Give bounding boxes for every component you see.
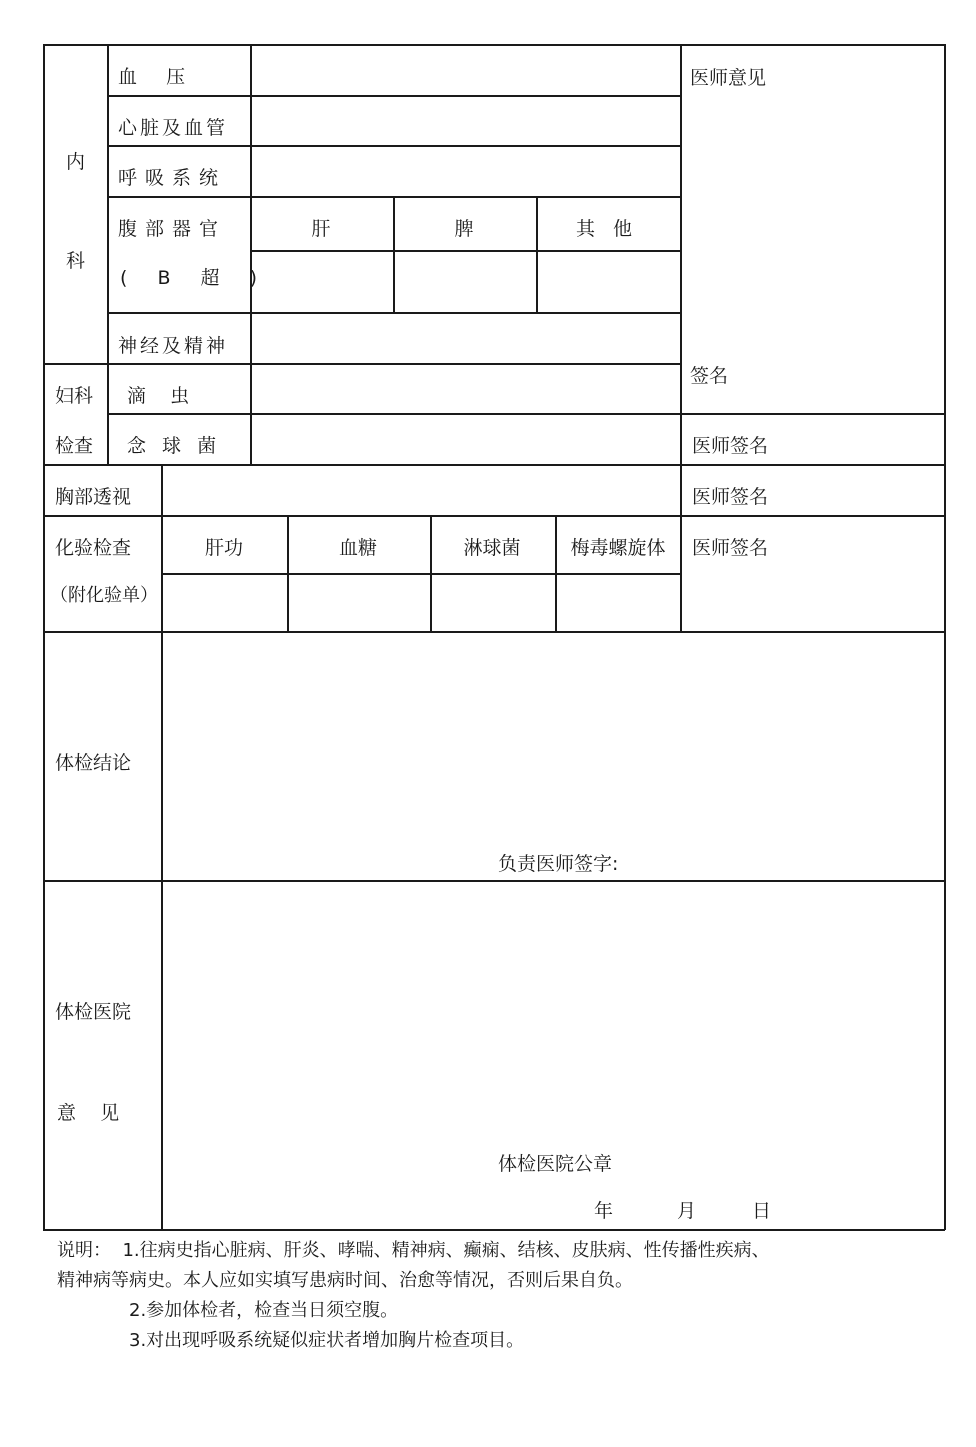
conclusion-label: 体检结论: [55, 752, 132, 774]
doctor-signature-label: 医师签名: [692, 435, 769, 457]
gynecology-label: 检查: [55, 435, 94, 457]
internal-label: 内: [66, 151, 86, 173]
table-bottom-border: [43, 1229, 945, 1231]
row-divider: [43, 464, 944, 466]
internal-col-divider: [107, 44, 109, 363]
instruction-line: 说明： 1.往病史指心脏病、肝炎、哮喘、精神病、癫痫、结核、皮肤病、性传播性疾病、: [57, 1240, 770, 1261]
table-top-border: [43, 44, 945, 46]
cell-divider: [393, 196, 395, 312]
cell-divider: [555, 515, 557, 632]
liver-column-header: 肝: [311, 218, 331, 240]
row-divider: [43, 363, 680, 365]
cell-divider: [107, 363, 109, 464]
instruction-line: 精神病等病史。本人应如实填写患病时间、治愈等情况，否则后果自负。: [57, 1270, 633, 1291]
responsible-doctor-signature: 负责医师签字:: [498, 853, 619, 875]
cell-divider: [536, 196, 538, 312]
instructions: [57, 1236, 770, 1356]
row-divider: [107, 413, 944, 415]
row-divider: [107, 95, 680, 97]
doctor-opinion-label: 医师意见: [690, 67, 767, 89]
blood-pressure-label: 血 压: [118, 66, 187, 88]
label-col-divider: [161, 464, 163, 1230]
hospital-label: 体检医院: [55, 1001, 132, 1023]
date-day: 日: [752, 1200, 772, 1222]
table-right-border: [944, 44, 946, 1230]
lab-column-header: 梅毒螺旋体: [570, 537, 666, 559]
row-divider: [250, 250, 680, 252]
lab-attachment-label: （附化验单）: [50, 585, 158, 606]
candida-label: 念 球 菌: [127, 435, 222, 457]
lab-test-label: 化验检查: [55, 537, 132, 559]
date-year: 年: [594, 1200, 614, 1222]
other-column-header: 其 他: [575, 218, 639, 240]
spleen-column-header: 脾: [454, 218, 474, 240]
heart-label: 心脏及血管: [118, 117, 229, 139]
row-divider: [43, 515, 944, 517]
chest-xray-label: 胸部透视: [55, 486, 132, 508]
doctor-signature-label: 医师签名: [692, 537, 769, 559]
hospital-label: 意 见: [57, 1102, 120, 1124]
date-month: 月: [677, 1200, 697, 1222]
lab-column-header: 淋球菌: [463, 537, 521, 559]
row-divider: [43, 880, 944, 882]
lab-column-header: 肝功: [204, 537, 244, 559]
doctor-signature-label: 医师签名: [692, 486, 769, 508]
neuro-label: 神经及精神: [118, 335, 229, 357]
cell-divider: [430, 515, 432, 632]
table-left-border: [43, 44, 45, 1230]
instruction-line: 3.对出现呼吸系统疑似症状者增加胸片检查项目。: [129, 1330, 525, 1351]
cell-divider: [287, 515, 289, 632]
row-divider: [161, 573, 680, 575]
internal-label: 科: [66, 250, 86, 272]
instruction-line: 2.参加体检者，检查当日须空腹。: [129, 1300, 399, 1321]
row-divider: [107, 312, 680, 314]
item-col-divider: [250, 44, 252, 464]
signature-label: 签名: [690, 365, 729, 387]
ultrasound-label: ( B 超 ): [120, 267, 269, 289]
gynecology-label: 妇科: [55, 385, 94, 407]
respiratory-label: 呼吸系统: [118, 167, 227, 189]
lab-column-header: 血糖: [338, 537, 378, 559]
row-divider: [43, 631, 944, 633]
row-divider: [107, 145, 680, 147]
opinion-col-divider: [680, 44, 682, 632]
trichomonas-label: 滴 虫: [127, 385, 190, 407]
hospital-seal-label: 体检医院公章: [498, 1153, 613, 1175]
abdominal-label: 腹部器官: [118, 218, 227, 240]
